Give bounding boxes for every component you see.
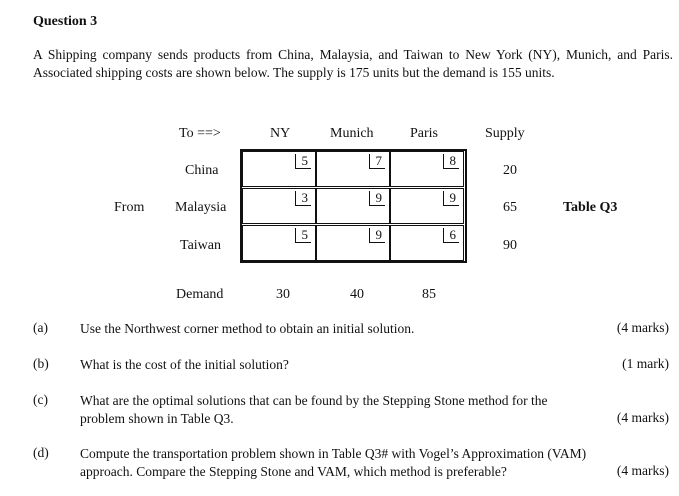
cell-malaysia-paris: [390, 188, 464, 224]
cell-china-munich: [316, 151, 390, 187]
question-d-label: (d): [33, 445, 49, 460]
cost-value: 9: [369, 191, 386, 206]
cell-china-ny: [242, 151, 316, 187]
row-label-taiwan: Taiwan: [180, 238, 222, 253]
cell-taiwan-ny: [242, 225, 316, 261]
cost-value: 6: [443, 228, 460, 243]
supply-china: 20: [503, 163, 517, 178]
col-header-paris: Paris: [410, 126, 438, 141]
question-c-text-line1: What are the optimal solutions that can be found by the Stepping Stone method for the: [80, 393, 548, 408]
question-d-text-line1: Compute the transportation problem shown in Table Q3# with Vogel’s Approximation (VAM): [80, 446, 587, 461]
question-d-text-line2: approach. Compare the Stepping Stone and VAM, which method is preferable?: [80, 464, 507, 479]
table-caption: Table Q3: [563, 200, 618, 215]
demand-munich: 40: [350, 287, 364, 302]
question-b-label: (b): [33, 356, 49, 371]
cost-value: 9: [369, 228, 386, 243]
cell-china-paris: [390, 151, 464, 187]
cost-value: 5: [295, 154, 312, 169]
question-a-marks: (4 marks): [616, 320, 669, 335]
question-c-text-line2: problem shown in Table Q3.: [80, 411, 234, 426]
supply-header: Supply: [485, 126, 525, 141]
question-title: Question 3: [33, 14, 98, 29]
cell-taiwan-munich: [316, 225, 390, 261]
question-a-label: (a): [33, 320, 48, 335]
cost-value: 8: [443, 154, 460, 169]
cell-malaysia-ny: [242, 188, 316, 224]
question-a-text: Use the Northwest corner method to obtain an initial solution.: [80, 321, 415, 336]
demand-paris: 85: [422, 287, 436, 302]
col-header-ny: NY: [270, 126, 291, 141]
question-c-label: (c): [33, 392, 48, 407]
demand-ny: 30: [276, 287, 290, 302]
question-c-marks: (4 marks): [616, 410, 669, 425]
question-b-marks: (1 mark): [622, 356, 669, 371]
cell-taiwan-paris: [390, 225, 464, 261]
cost-value: 7: [369, 154, 386, 169]
question-d-marks: (4 marks): [616, 463, 669, 478]
demand-label: Demand: [176, 287, 224, 302]
row-label-malaysia: Malaysia: [175, 200, 227, 215]
intro-paragraph: A Shipping company sends products from China, Malaysia, and Taiwan to New York (NY), Munich, and Paris. Associated shipping costs are shown below. The supply is 175 units but the demand is 155 units.: [33, 47, 673, 80]
supply-malaysia: 65: [503, 200, 517, 215]
from-label: From: [114, 200, 145, 215]
cell-malaysia-munich: [316, 188, 390, 224]
row-label-china: China: [185, 163, 219, 178]
cost-value: 3: [295, 191, 312, 206]
col-header-munich: Munich: [330, 126, 374, 141]
cost-value: 9: [443, 191, 460, 206]
question-b-text: What is the cost of the initial solution?: [80, 357, 289, 372]
cost-value: 5: [295, 228, 312, 243]
cost-table: [240, 149, 467, 263]
to-label: To ==>: [179, 126, 221, 141]
supply-taiwan: 90: [503, 238, 517, 253]
